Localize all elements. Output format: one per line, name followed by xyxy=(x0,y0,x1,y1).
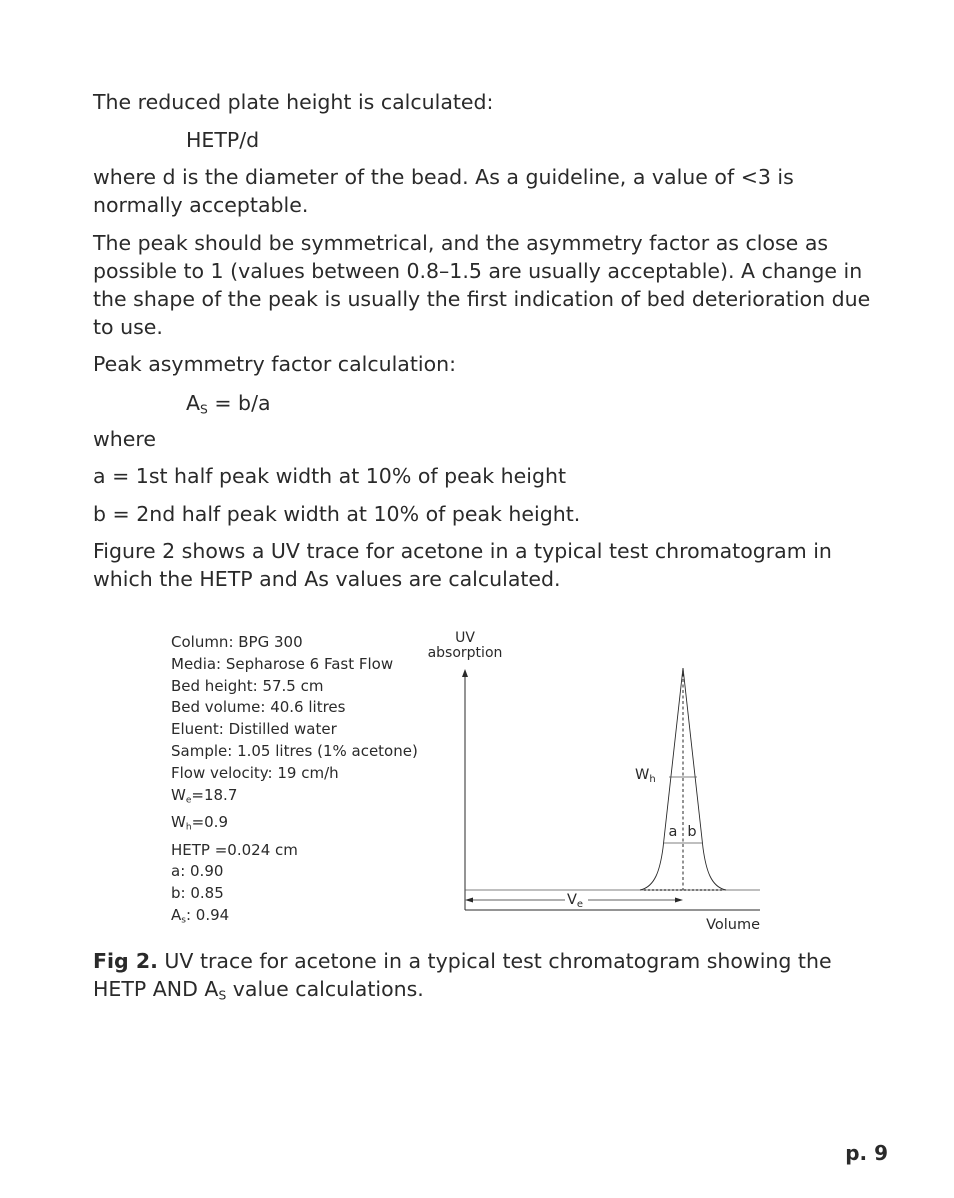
param-media: Media: Sepharose 6 Fast Flow xyxy=(171,654,394,673)
caption-sub: S xyxy=(218,988,227,1003)
caption-text-end: value calculations. xyxy=(226,977,424,1001)
paragraph-figure-intro: Figure 2 shows a UV trace for acetone in a typical test chromatogram in which the HETP and As values are calculated. xyxy=(93,539,832,591)
formula-hetp: HETP/d xyxy=(186,128,260,152)
svg-text:Wh xyxy=(635,767,656,785)
paragraph-where: where xyxy=(93,427,156,451)
y-axis-arrow xyxy=(462,669,468,677)
param-flow-velocity: Flow velocity: 19 cm/h xyxy=(171,763,339,782)
param-eluent: Eluent: Distilled water xyxy=(171,720,337,739)
param-bed-height: Bed height: 57.5 cm xyxy=(171,676,324,695)
ve-label: V xyxy=(567,892,577,908)
ve-sub: e xyxy=(576,899,584,910)
definition-b: b = 2nd half peak width at 10% of peak height. xyxy=(93,502,581,526)
ve-arrow-right xyxy=(675,898,683,903)
param-column: Column: BPG 300 xyxy=(171,633,303,651)
figure-caption xyxy=(93,947,883,1010)
param-b: b: 0.85 xyxy=(171,884,224,903)
definition-a: a = 1st half peak width at 10% of peak height xyxy=(93,464,567,488)
param-we: $W_e=18.7$ xyxy=(171,785,238,806)
svg-text:Ve xyxy=(567,892,583,910)
formula-as-rest: = b/a xyxy=(207,391,271,415)
formula-as-main: A xyxy=(186,391,201,415)
param-sample: Sample: 1.05 litres (1% acetone) xyxy=(171,741,418,760)
peak-label-b: b xyxy=(687,824,697,840)
figure-parameters xyxy=(171,632,418,932)
caption-text: UV trace for acetone in a typical test chromatogram showing the HETP AND A xyxy=(93,949,832,1001)
peak-trace xyxy=(640,668,726,890)
param-as: $A_s$: 0.94 xyxy=(171,905,230,926)
paragraph-diameter: where d is the diameter of the bead. As a guideline, a value of <3 is normally acceptable. xyxy=(93,165,794,217)
x-axis-label-volume: Volume xyxy=(706,917,760,933)
peak-wh-sub: h xyxy=(649,774,656,785)
peak-wh-label: W xyxy=(635,767,650,783)
page-number: p. 9 xyxy=(845,1141,888,1165)
peak-label-a: a xyxy=(668,824,678,840)
paragraph-asymmetry-heading: Peak asymmetry factor calculation: xyxy=(93,352,457,376)
formula-as-sub: S xyxy=(200,402,208,417)
formula-asymmetry xyxy=(186,389,954,424)
y-axis-label-uv: UV xyxy=(455,630,475,646)
caption-label: Fig 2. xyxy=(93,949,158,973)
y-axis-label-absorption: absorption xyxy=(427,645,503,661)
paragraph-symmetry: The peak should be symmetrical, and the asymmetry factor as close as possible to 1 (values between 0.8–1.5 are usually acceptable). A change in the shape of the peak is usually the first indication of bed deterioration due to use. xyxy=(93,231,871,339)
param-wh: $W_h=0.9$ xyxy=(171,813,228,833)
ve-arrow-left xyxy=(465,898,473,903)
param-hetp: HETP =0.024 cm xyxy=(171,840,298,859)
paragraph-intro: The reduced plate height is calculated: xyxy=(93,90,494,114)
param-a: a: 0.90 xyxy=(171,862,224,881)
param-bed-volume: Bed volume: 40.6 litres xyxy=(171,698,346,717)
